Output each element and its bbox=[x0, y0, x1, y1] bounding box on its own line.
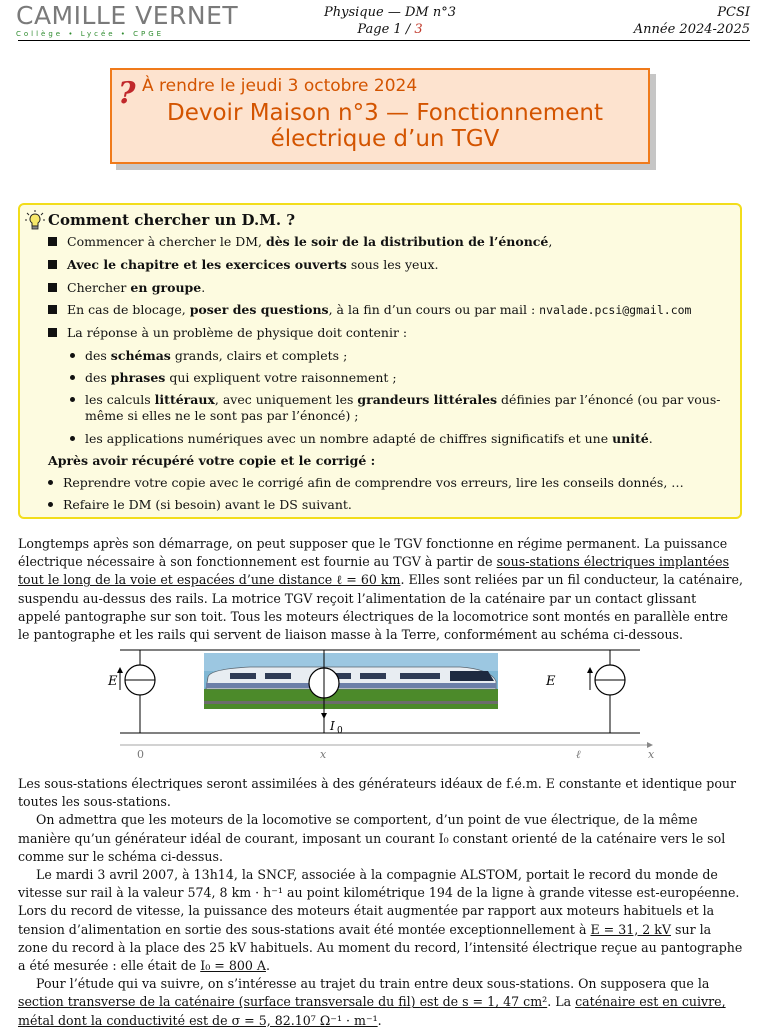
school-logo bbox=[16, 2, 238, 39]
text-line: suspendu au-dessus des rails. La motrice TGV reçoit l’alimentation de la caténaire par un contact glissant bbox=[18, 590, 697, 606]
advice-subitem-cont: même si elles ne le sont pas par l’énoncé) ; bbox=[85, 408, 359, 423]
advice-subitem: des phrases qui expliquent votre raisonnement ; bbox=[70, 370, 397, 386]
page-header bbox=[0, 0, 768, 44]
text-line: On admettra que les moteurs de la locomotive se comportent, d’un point de vue électrique, de la même bbox=[36, 812, 698, 828]
title-box bbox=[110, 68, 650, 164]
body-paragraphs bbox=[18, 775, 750, 1030]
text-line: vitesse sur rail à la valeur 574, 8 km · h⁻¹ au point kilométrique 194 de la ligne à grande vitesse est-européenne. bbox=[18, 885, 740, 901]
lightbulb-icon bbox=[24, 209, 46, 231]
due-date: À rendre le jeudi 3 octobre 2024 bbox=[142, 76, 418, 96]
header-center bbox=[260, 4, 520, 38]
logo-subtext: Collège • Lycée • CPGE bbox=[16, 30, 165, 38]
text-line: toutes les sous-stations. bbox=[18, 794, 171, 810]
advice-box bbox=[18, 203, 742, 519]
advice-subitem: les applications numériques avec un nombre adapté de chiffres significatifs et une unité. bbox=[70, 431, 653, 447]
page-number bbox=[260, 21, 520, 38]
class-name: PCSI bbox=[717, 5, 750, 20]
axis-tick-l: ℓ bbox=[576, 748, 581, 761]
left-emf-label: E bbox=[108, 674, 118, 689]
circuit-diagram bbox=[100, 645, 670, 763]
advice-item: Chercher en groupe. bbox=[48, 280, 205, 296]
question-mark-icon: ? bbox=[118, 76, 136, 111]
header-rule bbox=[18, 40, 750, 41]
header-right bbox=[634, 4, 750, 38]
text-line: a été mesurée : elle était de I₀ = 800 A. bbox=[18, 958, 270, 974]
advice-subitem: des schémas grands, clairs et complets ; bbox=[70, 348, 347, 364]
text-line: manière qu’un générateur idéal de courant, imposant un courant I₀ constant orienté de la caténaire vers le sol bbox=[18, 830, 726, 846]
axis-label: x bbox=[648, 748, 655, 761]
text-line: Le mardi 3 avril 2007, à 13h14, la SNCF, associée à la compagnie ALSTOM, portait le record du monde de bbox=[36, 867, 718, 883]
text-line: zone du record à la place des 25 kV habituels. Au moment du record, l’intensité électrique reçue au pantographe bbox=[18, 939, 743, 955]
text-line: Les sous-stations électriques seront assimilées à des générateurs idéaux de f.é.m. E constante et identique pour bbox=[18, 776, 737, 791]
logo-text: CAMILLE VERNET bbox=[16, 1, 239, 30]
text-line: Lors du record de vitesse, la puissance des moteurs était augmentée par rapport aux moteurs habituels et la bbox=[18, 903, 715, 919]
email-link[interactable]: nvalade.pcsi@gmail.com bbox=[539, 303, 692, 317]
after-item: Refaire le DM (si besoin) avant le DS suivant. bbox=[48, 497, 352, 513]
text-line: électrique nécessaire à son fonctionnement est fournie au TGV à partir de sous-stations électriques implantées bbox=[18, 554, 730, 570]
current-sub: 0 bbox=[337, 726, 343, 736]
page-title bbox=[132, 100, 638, 152]
advice-item: La réponse à un problème de physique doit contenir : bbox=[48, 325, 407, 341]
page-prefix: Page 1 / bbox=[357, 22, 415, 37]
axis-tick-0: 0 bbox=[137, 748, 144, 761]
text-line: tension d’alimentation en sortie des sous-stations avait été montée exceptionnellement à E = 31, 2 kV sur la bbox=[18, 921, 712, 937]
advice-subitem: les calculs littéraux, avec uniquement les grandeurs littérales définies par l’énoncé (ou par vous- bbox=[70, 392, 721, 408]
course-line: Physique — DM n°3 bbox=[324, 5, 456, 20]
text-line: métal dont la conductivité est de σ = 5, 82.10⁷ Ω⁻¹ · m⁻¹. bbox=[18, 1012, 382, 1028]
advice-item: Commencer à chercher le DM, dès le soir de la distribution de l’énoncé, bbox=[48, 234, 552, 250]
text-line: tout le long de la voie et espacées d’une distance ℓ = 60 km. Elles sont reliées par un fil conducteur, la caténaire, bbox=[18, 572, 743, 588]
after-item: Reprendre votre copie avec le corrigé afin de comprendre vos erreurs, lire les conseils donnés, … bbox=[48, 475, 684, 491]
after-title: Après avoir récupéré votre copie et le corrigé : bbox=[48, 453, 376, 468]
tgv-train-image bbox=[204, 653, 498, 709]
right-emf-label: E bbox=[546, 674, 556, 689]
current-label: I bbox=[330, 719, 335, 733]
page-total[interactable]: 3 bbox=[414, 22, 423, 37]
text-line: section transverse de la caténaire (surface transversale du fil) est de s = 1, 47 cm². La caténaire est en cuivre, bbox=[18, 994, 726, 1010]
advice-item: En cas de blocage, poser des questions, à la fin d’un cours ou par mail : nvalade.pcsi@gmail.com bbox=[48, 302, 691, 318]
advice-title: Comment chercher un D.M. ? bbox=[48, 211, 296, 229]
text-line: Longtemps après son démarrage, on peut supposer que le TGV fonctionne en régime permanent. La puissance bbox=[18, 536, 728, 551]
title-line-1: Devoir Maison n°3 — Fonctionnement bbox=[167, 100, 603, 126]
text-line: comme sur le schéma ci-dessus. bbox=[18, 848, 223, 864]
title-line-2: électrique d’un TGV bbox=[270, 126, 500, 152]
text-line: le pantographe et les rails qui servent de liaison masse à la Terre, conformément au schéma ci-dessous. bbox=[18, 627, 684, 643]
advice-item: Avec le chapitre et les exercices ouverts sous les yeux. bbox=[48, 257, 439, 273]
school-year: Année 2024-2025 bbox=[633, 22, 750, 37]
text-line: Pour l’étude qui va suivre, on s’intéresse au trajet du train entre deux sous-stations. On supposera que la bbox=[36, 976, 710, 992]
axis-tick-x: x bbox=[320, 748, 327, 761]
text-line: appelé pantographe sur son toit. Tous les moteurs électriques de la locomotrice sont montés en parallèle entre bbox=[18, 608, 728, 624]
intro-paragraph bbox=[18, 535, 750, 644]
